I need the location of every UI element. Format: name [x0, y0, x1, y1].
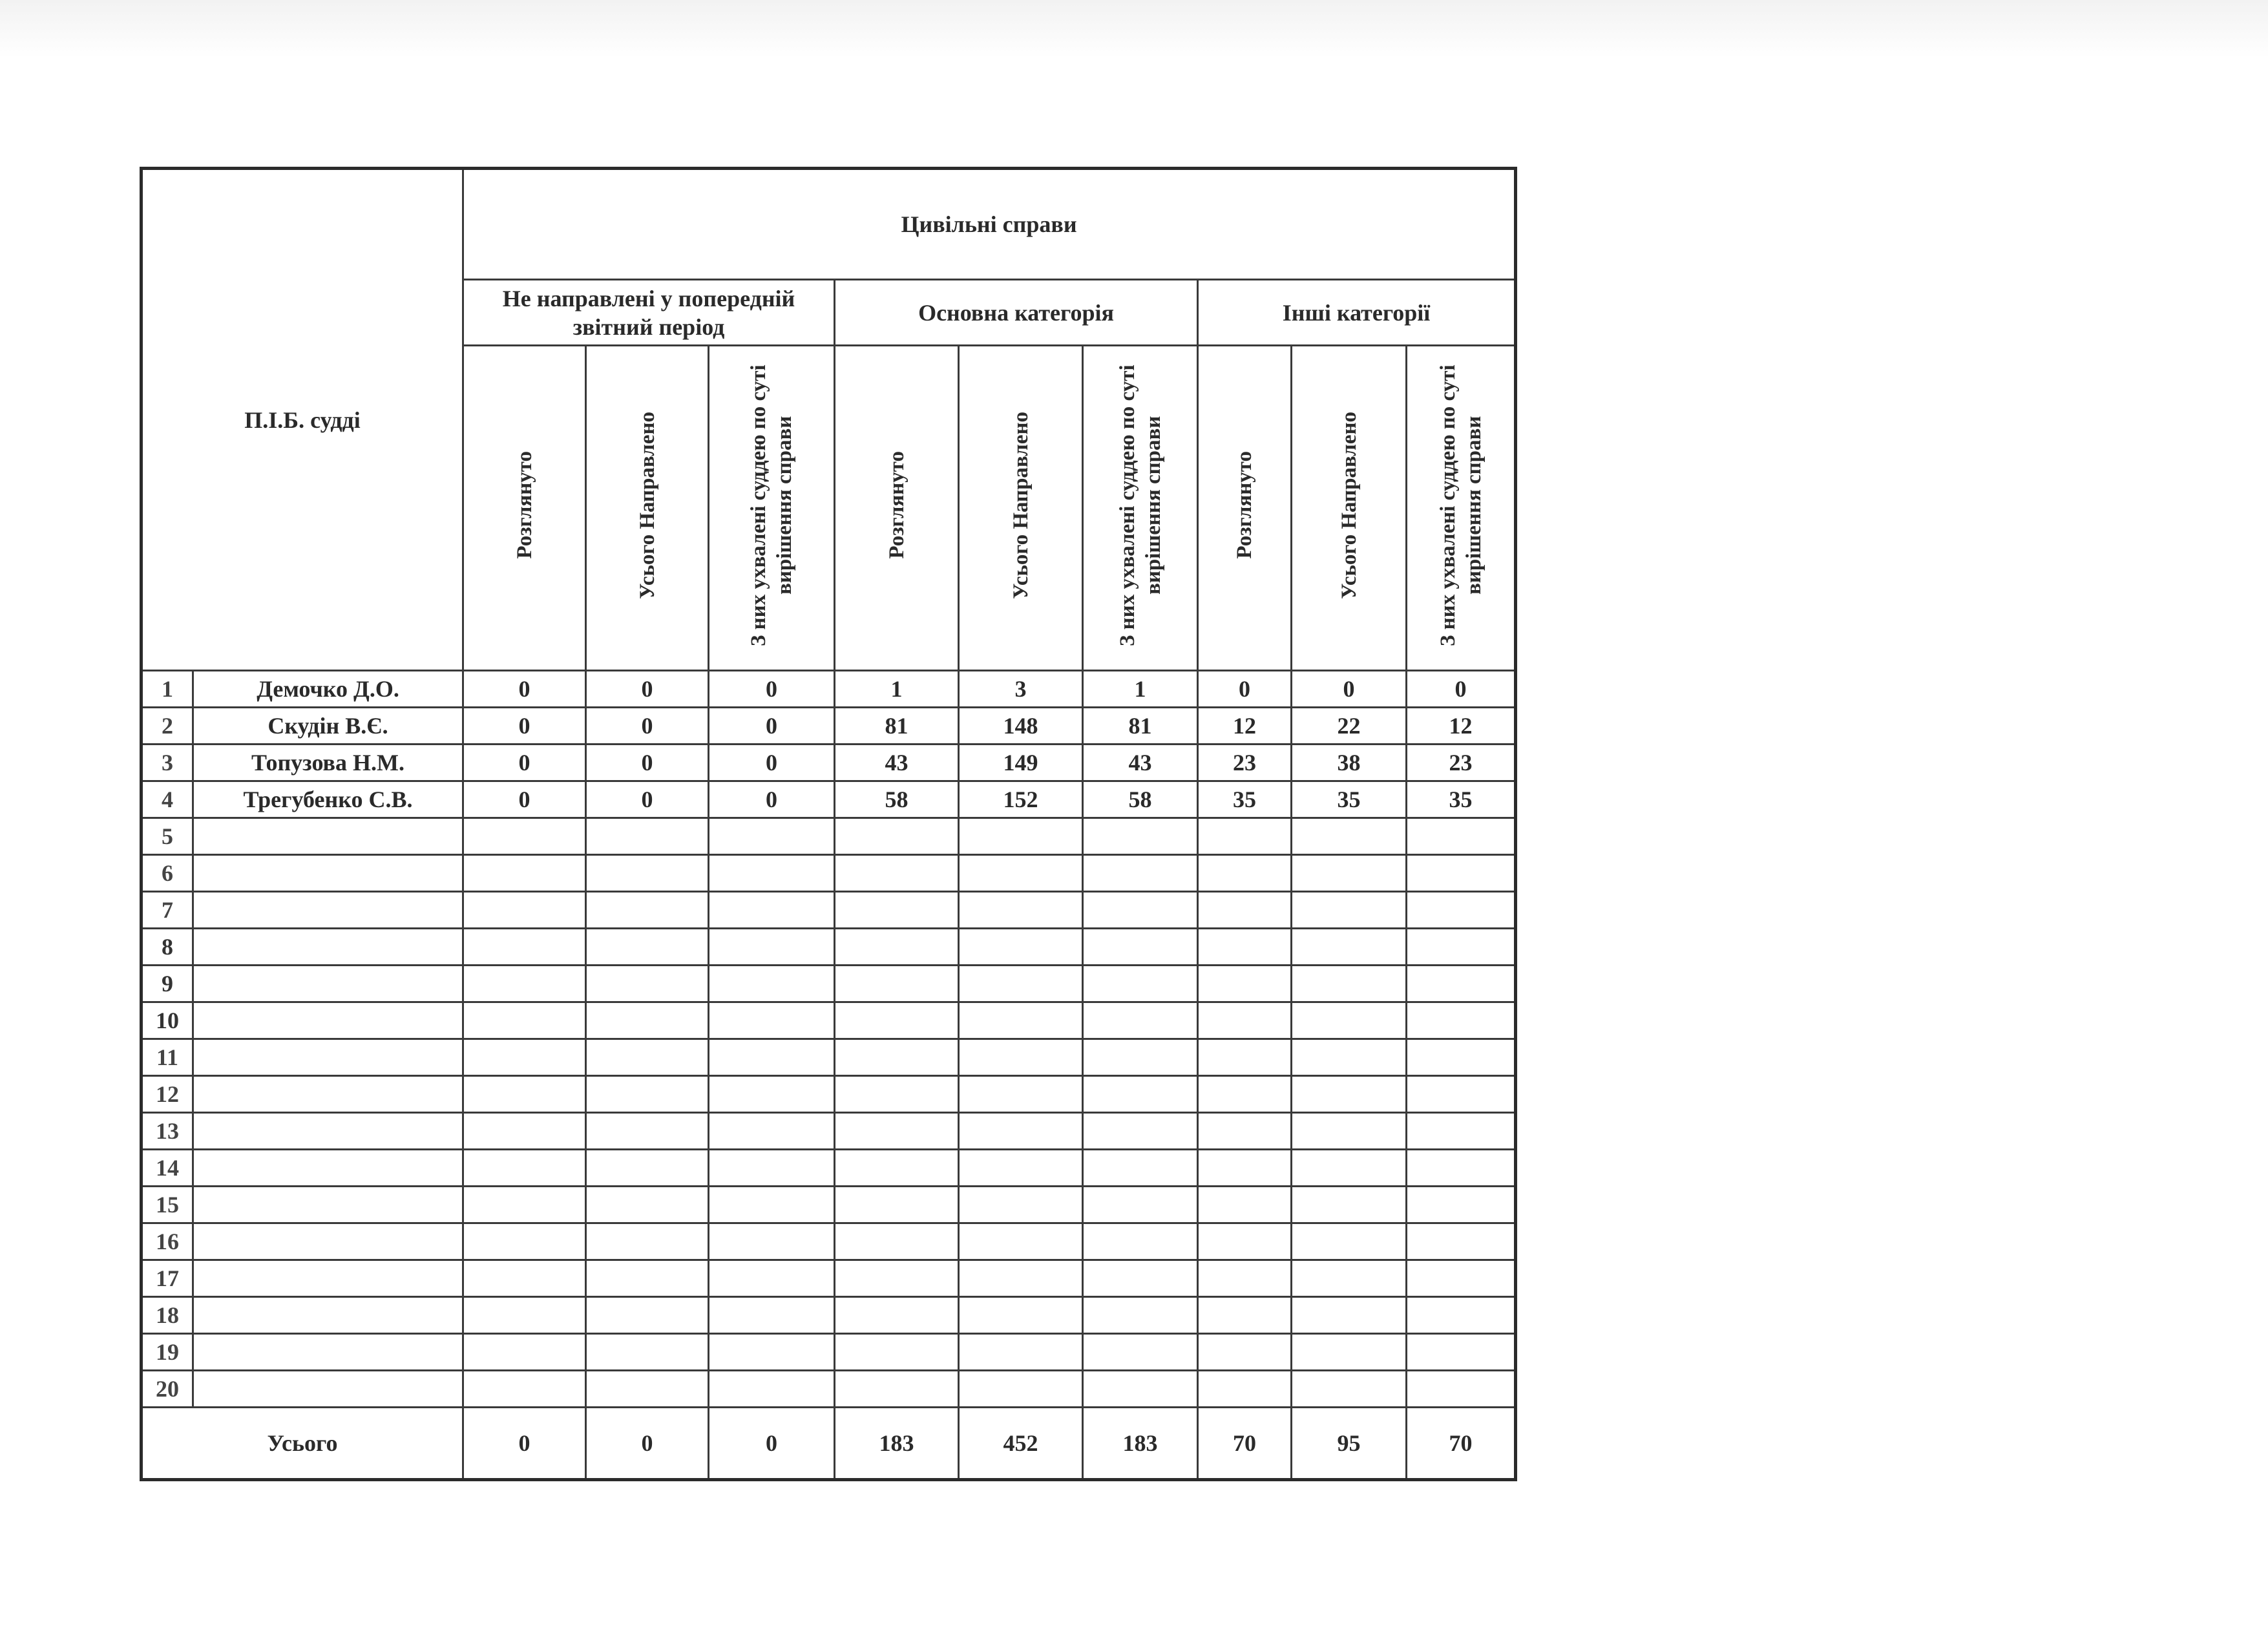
row-number: 1	[142, 671, 193, 708]
value-cell	[959, 1223, 1083, 1260]
total-cell: 183	[1083, 1408, 1198, 1480]
judge-name	[193, 1113, 463, 1150]
value-cell: 0	[586, 671, 709, 708]
value-cell	[835, 1260, 959, 1297]
value-cell	[959, 1002, 1083, 1039]
value-cell	[1292, 1039, 1407, 1076]
row-number: 20	[142, 1371, 193, 1408]
value-cell	[1407, 1223, 1516, 1260]
value-cell: 58	[835, 781, 959, 818]
row-number: 18	[142, 1297, 193, 1334]
value-cell	[709, 1002, 835, 1039]
value-cell	[835, 1002, 959, 1039]
value-cell	[1292, 1297, 1407, 1334]
value-cell	[709, 929, 835, 966]
row-number: 3	[142, 745, 193, 781]
judge-name	[193, 1039, 463, 1076]
value-cell	[1083, 1187, 1198, 1223]
value-cell	[586, 1002, 709, 1039]
value-cell: 152	[959, 781, 1083, 818]
value-cell	[586, 818, 709, 855]
value-cell	[709, 855, 835, 892]
judge-name: Топузова Н.М.	[193, 745, 463, 781]
judge-name	[193, 966, 463, 1002]
value-cell	[1083, 929, 1198, 966]
value-cell	[1198, 1371, 1292, 1408]
value-cell	[1292, 1334, 1407, 1371]
value-cell	[1407, 1187, 1516, 1223]
value-cell: 0	[463, 745, 586, 781]
judge-name: Демочко Д.О.	[193, 671, 463, 708]
judge-name: Трегубенко С.В.	[193, 781, 463, 818]
value-cell	[1407, 1002, 1516, 1039]
value-cell	[959, 1260, 1083, 1297]
value-cell: 12	[1198, 708, 1292, 745]
value-cell	[835, 1076, 959, 1113]
table-row	[142, 818, 1516, 855]
table-row	[142, 855, 1516, 892]
value-cell	[1198, 818, 1292, 855]
value-cell	[1292, 1260, 1407, 1297]
value-cell	[1083, 1260, 1198, 1297]
value-cell	[1292, 818, 1407, 855]
total-cell: 452	[959, 1408, 1083, 1480]
value-cell	[709, 1260, 835, 1297]
row-number: 16	[142, 1223, 193, 1260]
value-cell	[959, 1150, 1083, 1187]
value-cell	[959, 1371, 1083, 1408]
value-cell	[1198, 1187, 1292, 1223]
table-row	[142, 1223, 1516, 1260]
value-cell	[1407, 1371, 1516, 1408]
value-cell: 0	[1292, 671, 1407, 708]
judge-name	[193, 855, 463, 892]
value-cell	[463, 1334, 586, 1371]
judge-name: Скудін В.Є.	[193, 708, 463, 745]
value-cell	[835, 892, 959, 929]
value-cell	[463, 929, 586, 966]
value-cell	[959, 929, 1083, 966]
sub-header-label: З них ухвалені суддею по суті вирішення справи	[1436, 364, 1486, 646]
sub-header-label: Розглянуто	[885, 451, 908, 559]
table-row	[142, 929, 1516, 966]
value-cell	[1407, 1297, 1516, 1334]
value-cell	[959, 1297, 1083, 1334]
sub-header-cell	[1407, 346, 1516, 671]
row-number: 10	[142, 1002, 193, 1039]
group-header: Інші категорії	[1198, 280, 1516, 346]
value-cell	[1083, 1297, 1198, 1334]
sub-header-cell	[463, 346, 586, 671]
value-cell: 0	[1407, 671, 1516, 708]
value-cell: 0	[463, 781, 586, 818]
judge-name	[193, 1297, 463, 1334]
value-cell	[1198, 1297, 1292, 1334]
judge-name	[193, 929, 463, 966]
value-cell	[1083, 855, 1198, 892]
value-cell	[1407, 1113, 1516, 1150]
total-cell: 0	[586, 1408, 709, 1480]
row-number: 6	[142, 855, 193, 892]
value-cell	[959, 892, 1083, 929]
table-title: Цивільні справи	[463, 169, 1516, 280]
value-cell: 43	[1083, 745, 1198, 781]
total-cell: 95	[1292, 1408, 1407, 1480]
total-row	[142, 1408, 1516, 1480]
value-cell	[1407, 1334, 1516, 1371]
value-cell	[586, 1187, 709, 1223]
value-cell: 0	[1198, 671, 1292, 708]
value-cell: 3	[959, 671, 1083, 708]
sub-header-cell	[709, 346, 835, 671]
judge-name	[193, 1334, 463, 1371]
sub-header-cell	[1292, 346, 1407, 671]
value-cell	[959, 966, 1083, 1002]
value-cell: 0	[586, 708, 709, 745]
value-cell	[586, 1039, 709, 1076]
row-number: 5	[142, 818, 193, 855]
value-cell: 149	[959, 745, 1083, 781]
value-cell	[709, 966, 835, 1002]
value-cell	[586, 1297, 709, 1334]
total-cell: 0	[709, 1408, 835, 1480]
value-cell	[959, 855, 1083, 892]
value-cell	[835, 818, 959, 855]
table-row	[142, 1187, 1516, 1223]
value-cell	[709, 1150, 835, 1187]
value-cell: 0	[709, 781, 835, 818]
value-cell	[959, 1187, 1083, 1223]
value-cell	[463, 1002, 586, 1039]
table-row	[142, 1113, 1516, 1150]
value-cell	[835, 1113, 959, 1150]
value-cell	[1198, 1260, 1292, 1297]
value-cell	[835, 1297, 959, 1334]
value-cell	[1198, 966, 1292, 1002]
table-body	[142, 671, 1516, 1408]
value-cell	[1407, 818, 1516, 855]
value-cell: 35	[1198, 781, 1292, 818]
value-cell	[709, 1039, 835, 1076]
value-cell	[1083, 892, 1198, 929]
value-cell: 0	[463, 671, 586, 708]
value-cell: 35	[1292, 781, 1407, 818]
sub-header-cell	[1083, 346, 1198, 671]
value-cell	[709, 1113, 835, 1150]
table-row	[142, 1076, 1516, 1113]
value-cell: 58	[1083, 781, 1198, 818]
value-cell: 81	[1083, 708, 1198, 745]
value-cell	[463, 1039, 586, 1076]
total-cell: 183	[835, 1408, 959, 1480]
value-cell	[586, 1371, 709, 1408]
value-cell: 81	[835, 708, 959, 745]
value-cell	[1292, 1223, 1407, 1260]
sub-header-label: Усього Направлено	[635, 411, 659, 599]
judge-name	[193, 1223, 463, 1260]
value-cell	[835, 1039, 959, 1076]
value-cell	[586, 892, 709, 929]
table-row	[142, 1260, 1516, 1297]
value-cell	[1198, 1076, 1292, 1113]
judge-name-header: П.І.Б. судді	[142, 169, 463, 671]
value-cell	[1198, 1334, 1292, 1371]
value-cell: 22	[1292, 708, 1407, 745]
value-cell	[709, 1187, 835, 1223]
table-row	[142, 1297, 1516, 1334]
value-cell	[709, 1297, 835, 1334]
total-cell: 70	[1407, 1408, 1516, 1480]
value-cell	[1083, 818, 1198, 855]
total-label: Усього	[142, 1408, 463, 1480]
value-cell: 43	[835, 745, 959, 781]
value-cell	[1083, 1002, 1198, 1039]
group-header: Не направлені у попередній звітний період	[463, 280, 835, 346]
value-cell	[586, 966, 709, 1002]
value-cell	[463, 966, 586, 1002]
value-cell	[1198, 1113, 1292, 1150]
value-cell	[463, 855, 586, 892]
value-cell	[1083, 1076, 1198, 1113]
row-number: 4	[142, 781, 193, 818]
row-number: 13	[142, 1113, 193, 1150]
row-number: 14	[142, 1150, 193, 1187]
value-cell	[1292, 1076, 1407, 1113]
value-cell	[586, 929, 709, 966]
value-cell: 38	[1292, 745, 1407, 781]
sub-header-cell	[1198, 346, 1292, 671]
value-cell	[1198, 1039, 1292, 1076]
value-cell: 23	[1198, 745, 1292, 781]
value-cell	[1407, 966, 1516, 1002]
value-cell: 0	[709, 745, 835, 781]
value-cell	[1292, 892, 1407, 929]
value-cell	[959, 818, 1083, 855]
group-header: Основна категорія	[835, 280, 1198, 346]
value-cell	[709, 892, 835, 929]
value-cell	[1407, 892, 1516, 929]
value-cell	[1292, 1371, 1407, 1408]
judge-name	[193, 818, 463, 855]
value-cell	[1083, 1371, 1198, 1408]
total-cell: 0	[463, 1408, 586, 1480]
table-row	[142, 745, 1516, 781]
table-row	[142, 966, 1516, 1002]
sub-header-label: З них ухвалені суддею по суті вирішення справи	[1115, 364, 1165, 646]
value-cell	[1198, 1150, 1292, 1187]
sub-header-label: З них ухвалені суддею по суті вирішення справи	[747, 364, 797, 646]
value-cell	[1083, 1223, 1198, 1260]
value-cell	[1198, 855, 1292, 892]
value-cell	[959, 1076, 1083, 1113]
judge-name	[193, 892, 463, 929]
judge-name	[193, 1371, 463, 1408]
value-cell	[1407, 855, 1516, 892]
row-number: 11	[142, 1039, 193, 1076]
row-number: 7	[142, 892, 193, 929]
value-cell	[463, 1297, 586, 1334]
value-cell	[1292, 1187, 1407, 1223]
value-cell	[1407, 1076, 1516, 1113]
row-number: 12	[142, 1076, 193, 1113]
value-cell	[1292, 1150, 1407, 1187]
value-cell	[1407, 1260, 1516, 1297]
judge-name	[193, 1076, 463, 1113]
scan-shadow	[0, 0, 2268, 58]
value-cell	[1292, 855, 1407, 892]
value-cell	[463, 1223, 586, 1260]
table-row	[142, 781, 1516, 818]
table-row	[142, 1002, 1516, 1039]
value-cell	[586, 1260, 709, 1297]
table-row	[142, 892, 1516, 929]
value-cell: 12	[1407, 708, 1516, 745]
value-cell	[835, 1150, 959, 1187]
value-cell: 23	[1407, 745, 1516, 781]
value-cell	[1083, 1113, 1198, 1150]
value-cell	[463, 1187, 586, 1223]
value-cell	[1083, 1039, 1198, 1076]
judge-name	[193, 1150, 463, 1187]
value-cell: 0	[586, 745, 709, 781]
judge-name	[193, 1002, 463, 1039]
total-cell: 70	[1198, 1408, 1292, 1480]
sub-header-cell	[959, 346, 1083, 671]
value-cell	[1292, 966, 1407, 1002]
sub-header-cell	[586, 346, 709, 671]
value-cell	[586, 1334, 709, 1371]
value-cell: 1	[835, 671, 959, 708]
value-cell	[959, 1334, 1083, 1371]
value-cell: 0	[463, 708, 586, 745]
value-cell	[463, 1150, 586, 1187]
row-number: 8	[142, 929, 193, 966]
value-cell	[709, 1334, 835, 1371]
value-cell	[835, 1223, 959, 1260]
row-number: 9	[142, 966, 193, 1002]
value-cell	[1292, 1113, 1407, 1150]
value-cell	[463, 1076, 586, 1113]
value-cell	[709, 818, 835, 855]
row-number: 2	[142, 708, 193, 745]
row-number: 15	[142, 1187, 193, 1223]
table-row	[142, 671, 1516, 708]
value-cell	[835, 929, 959, 966]
table-row	[142, 1371, 1516, 1408]
value-cell	[1407, 929, 1516, 966]
value-cell	[709, 1076, 835, 1113]
judge-name	[193, 1187, 463, 1223]
table-row	[142, 1039, 1516, 1076]
value-cell	[835, 966, 959, 1002]
value-cell	[1083, 966, 1198, 1002]
table-row	[142, 708, 1516, 745]
value-cell	[835, 1371, 959, 1408]
table-row	[142, 1150, 1516, 1187]
value-cell	[1198, 1002, 1292, 1039]
sub-header-label: Усього Направлено	[1337, 411, 1361, 599]
value-cell	[709, 1371, 835, 1408]
civil-cases-table	[140, 167, 1517, 1481]
value-cell	[586, 855, 709, 892]
sub-header-cell	[835, 346, 959, 671]
value-cell	[835, 855, 959, 892]
value-cell	[959, 1039, 1083, 1076]
value-cell: 0	[586, 781, 709, 818]
value-cell	[1083, 1150, 1198, 1187]
value-cell: 148	[959, 708, 1083, 745]
value-cell	[463, 1260, 586, 1297]
judge-name	[193, 1260, 463, 1297]
value-cell	[1407, 1039, 1516, 1076]
value-cell	[709, 1223, 835, 1260]
value-cell	[1083, 1334, 1198, 1371]
value-cell	[1198, 892, 1292, 929]
value-cell	[586, 1113, 709, 1150]
value-cell	[463, 892, 586, 929]
sub-header-label: Розглянуто	[1233, 451, 1257, 559]
value-cell: 1	[1083, 671, 1198, 708]
value-cell	[1292, 929, 1407, 966]
value-cell	[959, 1113, 1083, 1150]
row-number: 19	[142, 1334, 193, 1371]
value-cell	[1198, 1223, 1292, 1260]
value-cell: 0	[709, 671, 835, 708]
value-cell	[835, 1187, 959, 1223]
value-cell	[586, 1223, 709, 1260]
value-cell	[1198, 929, 1292, 966]
value-cell	[463, 1371, 586, 1408]
value-cell	[586, 1076, 709, 1113]
row-number: 17	[142, 1260, 193, 1297]
sub-header-label: Усього Направлено	[1009, 411, 1033, 599]
value-cell	[1407, 1150, 1516, 1187]
value-cell: 35	[1407, 781, 1516, 818]
table-row	[142, 1334, 1516, 1371]
value-cell	[463, 1113, 586, 1150]
sub-header-label: Розглянуто	[512, 451, 536, 559]
value-cell	[586, 1150, 709, 1187]
value-cell	[1292, 1002, 1407, 1039]
value-cell	[835, 1334, 959, 1371]
value-cell	[463, 818, 586, 855]
value-cell: 0	[709, 708, 835, 745]
